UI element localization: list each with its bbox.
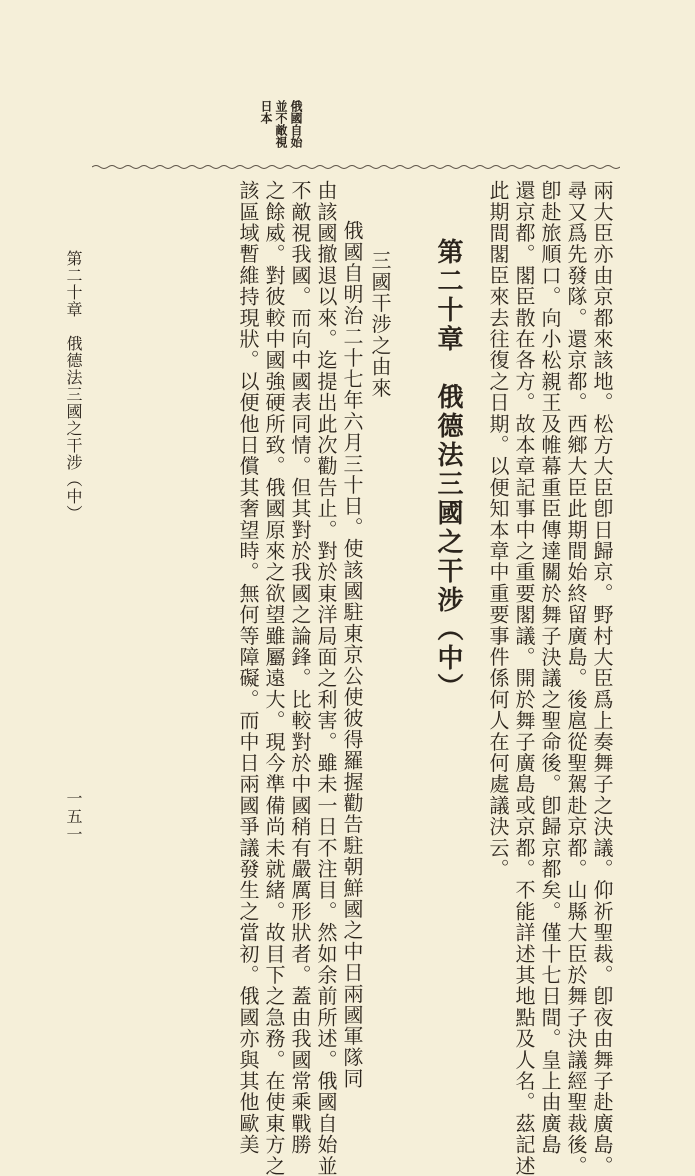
text-column: 此期間閣臣來去往復之日期。以便知本章中重要事件係何人在何處議決云。 xyxy=(486,180,510,880)
chapter-title: 第二十章 俄德法三國之干涉（中） xyxy=(433,238,463,702)
text-column: 還京都。閣臣散在各方。故本章記事中之重要閣議。開於舞子廣島或京都。不能詳述其地點及人名。茲記述 xyxy=(512,180,536,1176)
margin-note-line: 並不敵視 xyxy=(274,100,288,148)
text-column: 尋又爲先發隊。還京都。西鄉大臣此期間始終留廣島。後扈從聖駕赴京都。山縣大臣於舞子決議經聖裁後。 xyxy=(564,180,588,1176)
text-column: 兩大臣亦由京都來該地。松方大臣卽日歸京。野村大臣爲上奏舞子之決議。仰祈聖裁。卽夜由舞子赴廣島。 xyxy=(590,180,614,1176)
running-title: 第二十章 俄德法三國之干涉（中） xyxy=(64,250,83,522)
text-column: 之餘威。對彼較中國強硬所致。俄國原來之欲望雖屬遠大。現今準備尚未就緒。故目下之急務。在使東方之 xyxy=(262,180,286,1176)
wavy-divider xyxy=(92,164,620,170)
main-text xyxy=(85,180,615,1176)
page-number: 一五一 xyxy=(64,790,83,844)
text-column: 由該國撤退以來。迄提出此次勸告止。對於東洋局面之利害。雖未一日不注目。然如余前所述。俄國自始並 xyxy=(314,180,338,1176)
text-column: 俄國自明治二十七年六月三十日。使該國駐東京公使彼得羅握勸告駐朝鮮國之中日兩國軍隊同 xyxy=(340,220,364,1090)
margin-note-line: 日本 xyxy=(259,100,273,124)
section-heading: 三國干涉之由來 xyxy=(368,250,392,399)
margin-note-line: 俄國自始 xyxy=(289,100,303,148)
text-column: 不敵視我國。而向中國表同情。但其對於我國之論鋒。比較對於中國稍有嚴厲形狀者。蓋由我國常乘戰勝 xyxy=(288,180,312,1156)
text-column: 卽赴旅順口。向小松親王及帷幕重臣傳達關於舞子決議之聖命後。卽歸京都矣。僅十七日間。皇上由廣島 xyxy=(538,180,562,1156)
text-column: 該區域暫維持現狀。以便他日償其奢望時。無何等障礙。而中日兩國爭議發生之當初。俄國亦與其他歐美 xyxy=(236,180,260,1156)
margin-note xyxy=(168,100,302,148)
